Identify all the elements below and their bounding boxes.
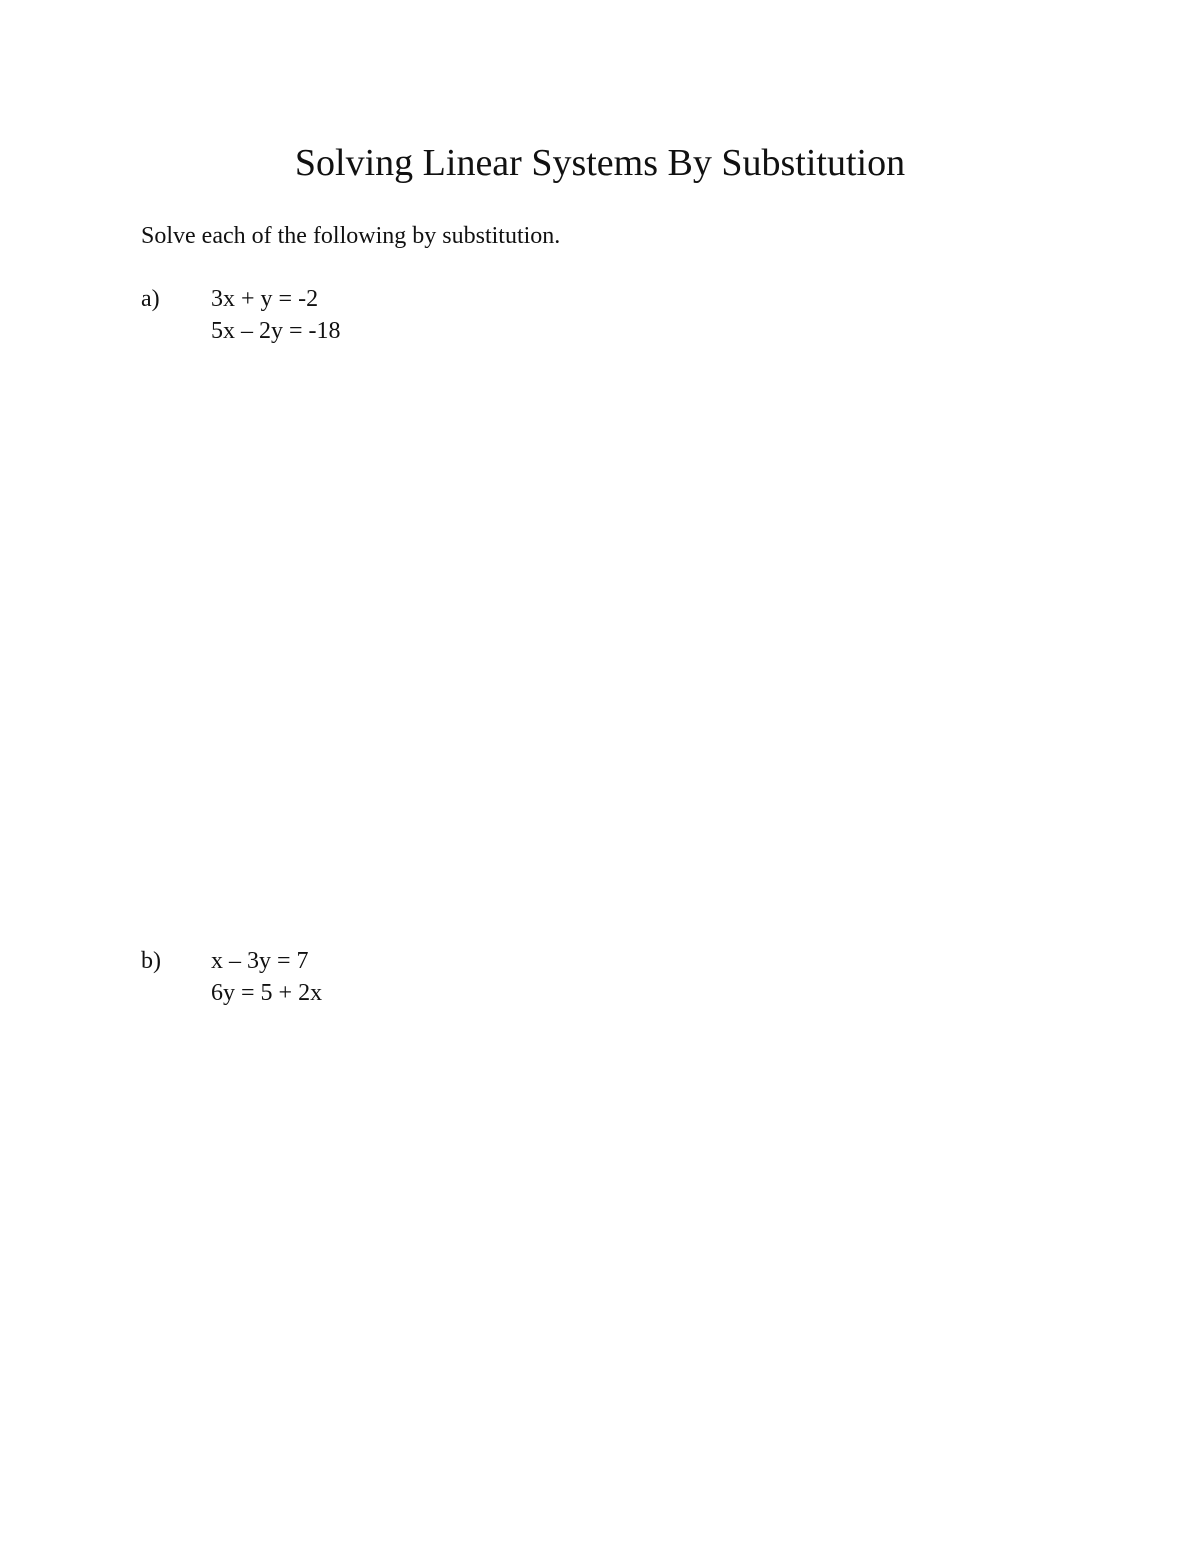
equation: 3x + y = -2 — [211, 286, 319, 312]
equation: 5x – 2y = -18 — [211, 318, 341, 344]
instructions-text: Solve each of the following by substitution. — [141, 223, 561, 249]
problem-label: a) — [141, 286, 160, 312]
equation-system — [211, 945, 322, 1009]
equation-system — [211, 283, 341, 347]
problem-label: b) — [141, 948, 161, 974]
equation: x – 3y = 7 — [211, 948, 309, 974]
page-title: Solving Linear Systems By Substitution — [294, 142, 906, 184]
equation: 6y = 5 + 2x — [211, 980, 323, 1006]
